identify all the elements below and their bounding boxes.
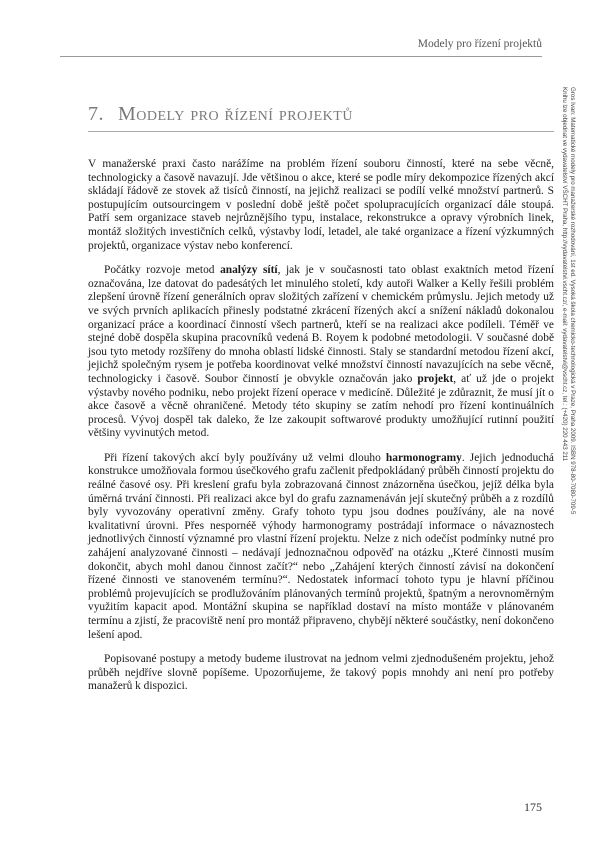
chapter-title (88, 103, 353, 126)
text-run: , ať už jde o projekt výstavby nového podniku, nebo projekt řízení operace v medicíně. Důležité je zdůraznit, že musí jít o akce časově a věcně ohraničené. Metody této skupiny se zatím nehodí pro řízení kontinuálních procesů. Vývoj dospěl tak daleko, že lze zakoupit softwarové produkty umožňující rutinní použití většiny vyvinutých metod. (88, 372, 554, 440)
page-number: 175 (524, 800, 542, 814)
side-note (560, 87, 576, 514)
bold-term: harmonogramy (385, 451, 462, 464)
bold-term: analýzy sítí (220, 264, 278, 277)
header-rule (60, 56, 542, 57)
side-note-line: Gros Ivan: Matematické modely pro manažerské rozhodování, 1st ed. Vysoká škola chemicko-technologická v Praze, Praha 2009. ISBN 978-80-7080-709-5 (569, 87, 576, 515)
paragraph (88, 158, 554, 253)
chapter-title-text: Modely pro řízení projektů (118, 103, 353, 125)
text-run: Popisované postupy a metody budeme ilustrovat na jednom velmi zjednodušeném projektu, jehož průběh nejdříve slovně popíšeme. Upozorňujeme, že takový popis mnohdy ani není pro potřeby manažerů k dispozici. (88, 653, 554, 693)
paragraph (88, 264, 554, 441)
paragraph (88, 653, 554, 694)
text-run: V manažerské praxi často narážíme na problém řízení souboru činností, které na sebe věcně, technologicky a časově navazují. Jde většinou o akce, které se podle míry dekompozice řízených akcí skládají řádově ze stovek až tisíců činností, na jejichž realizaci se podílí velké množství partnerů. S postupujícím outsourcingem v poslední době ještě počet spolupracujících organizací dále stoupá. Patří sem organizace staveb nejrůznějšího typu, instalace, rekonstrukce a opravy výrobních linek, montáž složitých investičních celků, výstavby lodí, letadel, ale také organizace a řízení výzkumných projektů, organizace výstav nebo konferencí. (88, 158, 554, 252)
side-note-line: Knihu lze objednat ve vydavatelství VŠCHT Praha, http://vydavatelstvi.vscht.cz/, e-mail: vydavatelstvi@vscht.cz, tel.: (+420) 220 443 211 (560, 87, 568, 462)
paragraph (88, 452, 554, 642)
text-run: . Jejich jednoduchá konstrukce umožňovala formou úsečkového grafu začlenit předpokládaný průběh činností projektu do reálné časové osy. Při kreslení grafu byla zobrazovaná činnost znázorněna úsečkou, jejíž délka byla úměrná trvání činnosti. Při realizaci akce byl do grafu zaznamenáván její skutečný průběh a z rozdílů byly vyvozovány operativní změny. Grafy tohoto typu jsou dodnes používány, ale na nové kvalitativní úrovni. Přes nespornéě výhody harmonogramy postrádají informace o návaznostech jednotlivých činností významné pro vlastní řízení projektu. Nelze z nich odečíst podmínky nutné pro zahájení analyzované činnosti – nedávají jednoznačnou odpověď na otázku „Které činnosti musím dokončit, abych mohl danou činnost začít?“ nebo „Zahájení kterých činností závisí na dokončení řízené činnosti ve stanoveném termínu?“. Nedostatek informací tohoto typu je hlavní příčinou problémů projevujících se prodlužováním plánovaných termínů projektů, špatným a nerovnoměrným využitím kapacit apod. Montážní skupina se například dostaví na místo montáže v plánovaném termínu a zjistí, že pracoviště není pro montáž připraveno, chybějí některé součástky, není dokončeno lešení apod. (88, 451, 554, 641)
text-run: , jak je v současnosti tato oblast exaktních metod řízení označována, lze datovat do padesátých let minulého století, kdy autoři Walker a Kelly řešili problém zlepšení úrovně řízení generálních oprav složitých zařízení v chemickém průmyslu. Jejich metody už ve svých prvních aplikacích přinesly podstatné zkrácení řízených akcí a snížení nákladů dokonalou organizací práce a koordinací činností všech partnerů, kteří se na realizaci akce podíleli. Téměř ve stejné době dospěla skupina pracovníků vedená B. Royem k podobné metodologii. V současné době jsou tyto metody rozšířeny do mnoha oblastí lidské činnosti. Staly se standardní metodou řízení akcí, jejichž společným rysem je potřeba koordinovat velké množství činností navazujících na sebe věcně, technologicky i časově. Soubor činností je obvykle označován jako (88, 264, 554, 385)
chapter-number: 7. (88, 103, 104, 125)
title-rule (88, 131, 554, 132)
text-run: Počátky rozvoje metod (104, 264, 221, 277)
text-run: Při řízení takových akcí byly používány už velmi dlouho (104, 451, 386, 464)
body-text (88, 158, 554, 705)
running-head: Modely pro řízení projektů (417, 38, 542, 50)
bold-term: projekt (417, 372, 454, 385)
